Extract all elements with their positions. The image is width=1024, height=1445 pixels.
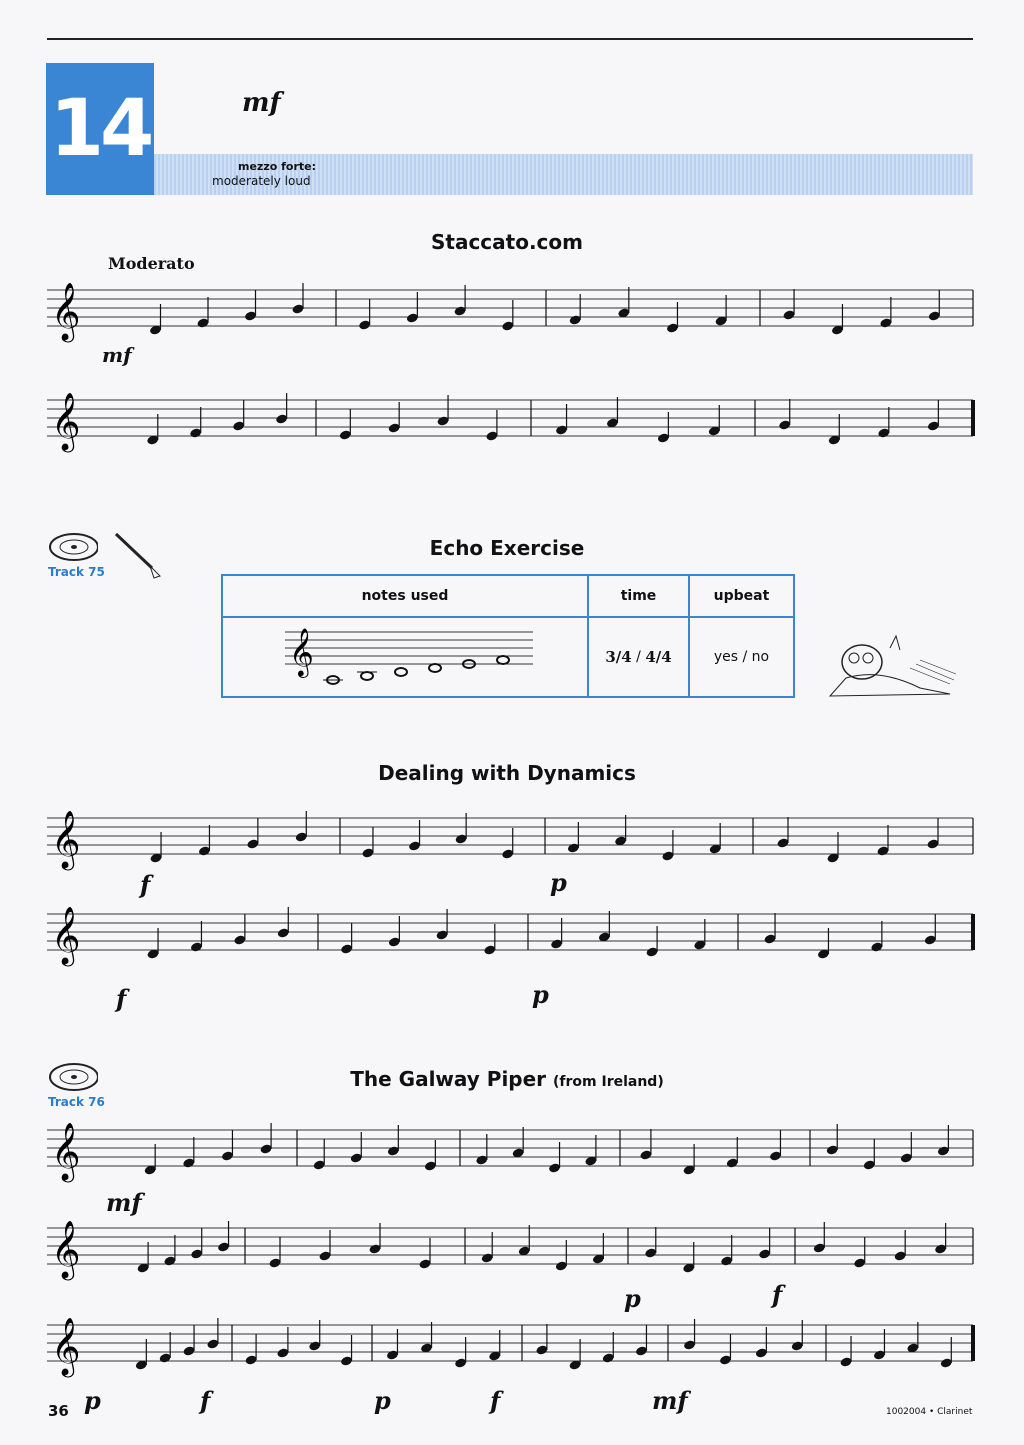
dynamic-mark: f <box>116 984 127 1013</box>
upbeat-options: yes / no <box>689 617 794 697</box>
staff-system-dynamics <box>0 800 1024 1000</box>
treble-clef-icon: 𝄞 <box>51 282 81 340</box>
treble-clef-icon: 𝄞 <box>51 1317 81 1375</box>
cd-icon <box>48 1062 98 1096</box>
piece-title-text: The Galway Piper <box>350 1067 547 1091</box>
dynamic-mark: p <box>374 1386 391 1415</box>
lesson-number-badge: 14 <box>46 63 154 195</box>
dynamic-mark: f <box>772 1280 783 1309</box>
notes-used-staff <box>222 617 588 697</box>
dynamic-mark: f <box>140 870 151 899</box>
dynamic-symbol: mf <box>242 88 281 118</box>
treble-clef-icon: 𝄞 <box>51 392 81 450</box>
dynamic-mark: mf <box>652 1386 688 1415</box>
dynamic-mark: f <box>200 1386 211 1415</box>
term-label: mezzo forte: <box>238 160 316 173</box>
catalog-number: 1002004 • Clarinet <box>886 1407 973 1417</box>
dynamic-mark: p <box>624 1284 641 1313</box>
staff-system-staccato <box>0 270 1024 470</box>
time-option-3-4: 3/4 <box>605 648 632 666</box>
piece-title-dynamics: Dealing with Dynamics <box>378 761 636 785</box>
piece-subtitle: (from Ireland) <box>553 1074 664 1090</box>
page-number: 36 <box>48 1402 69 1420</box>
track-label: Track 75 <box>48 565 105 579</box>
svg-text:𝄞: 𝄞 <box>289 627 314 676</box>
treble-clef-icon: 𝄞 <box>51 1122 81 1180</box>
echo-exercise-table <box>221 574 795 698</box>
staff-system-galway <box>0 1110 1024 1410</box>
tempo-marking: Moderato <box>108 254 195 273</box>
time-option-4-4: 4/4 <box>645 648 672 666</box>
header-time: time <box>588 575 689 617</box>
dynamic-mark: mf <box>102 343 132 367</box>
cartoon-illustration <box>820 628 960 704</box>
dynamic-mark: p <box>532 980 549 1009</box>
time-separator: / <box>636 649 641 665</box>
clarinet-icon <box>112 530 162 584</box>
header-notes-used: notes used <box>222 575 588 617</box>
treble-clef-icon: 𝄞 <box>51 810 81 868</box>
piece-title-staccato: Staccato.com <box>430 230 583 254</box>
term-definition: moderately loud <box>212 174 311 188</box>
top-rule <box>47 38 973 40</box>
cd-icon <box>48 532 98 566</box>
track-label: Track 76 <box>48 1095 105 1109</box>
notes-used-notation <box>275 620 535 690</box>
time-options-cell <box>588 617 689 697</box>
dynamic-mark: f <box>490 1386 501 1415</box>
treble-clef-icon: 𝄞 <box>51 906 81 964</box>
treble-clef-icon: 𝄞 <box>51 1220 81 1278</box>
piece-title-echo: Echo Exercise <box>429 536 585 560</box>
dynamic-mark: p <box>84 1386 101 1415</box>
header-upbeat: upbeat <box>689 575 794 617</box>
dynamic-mark: mf <box>106 1188 142 1217</box>
piece-title-galway <box>250 1067 764 1091</box>
dynamic-mark: p <box>550 868 567 897</box>
